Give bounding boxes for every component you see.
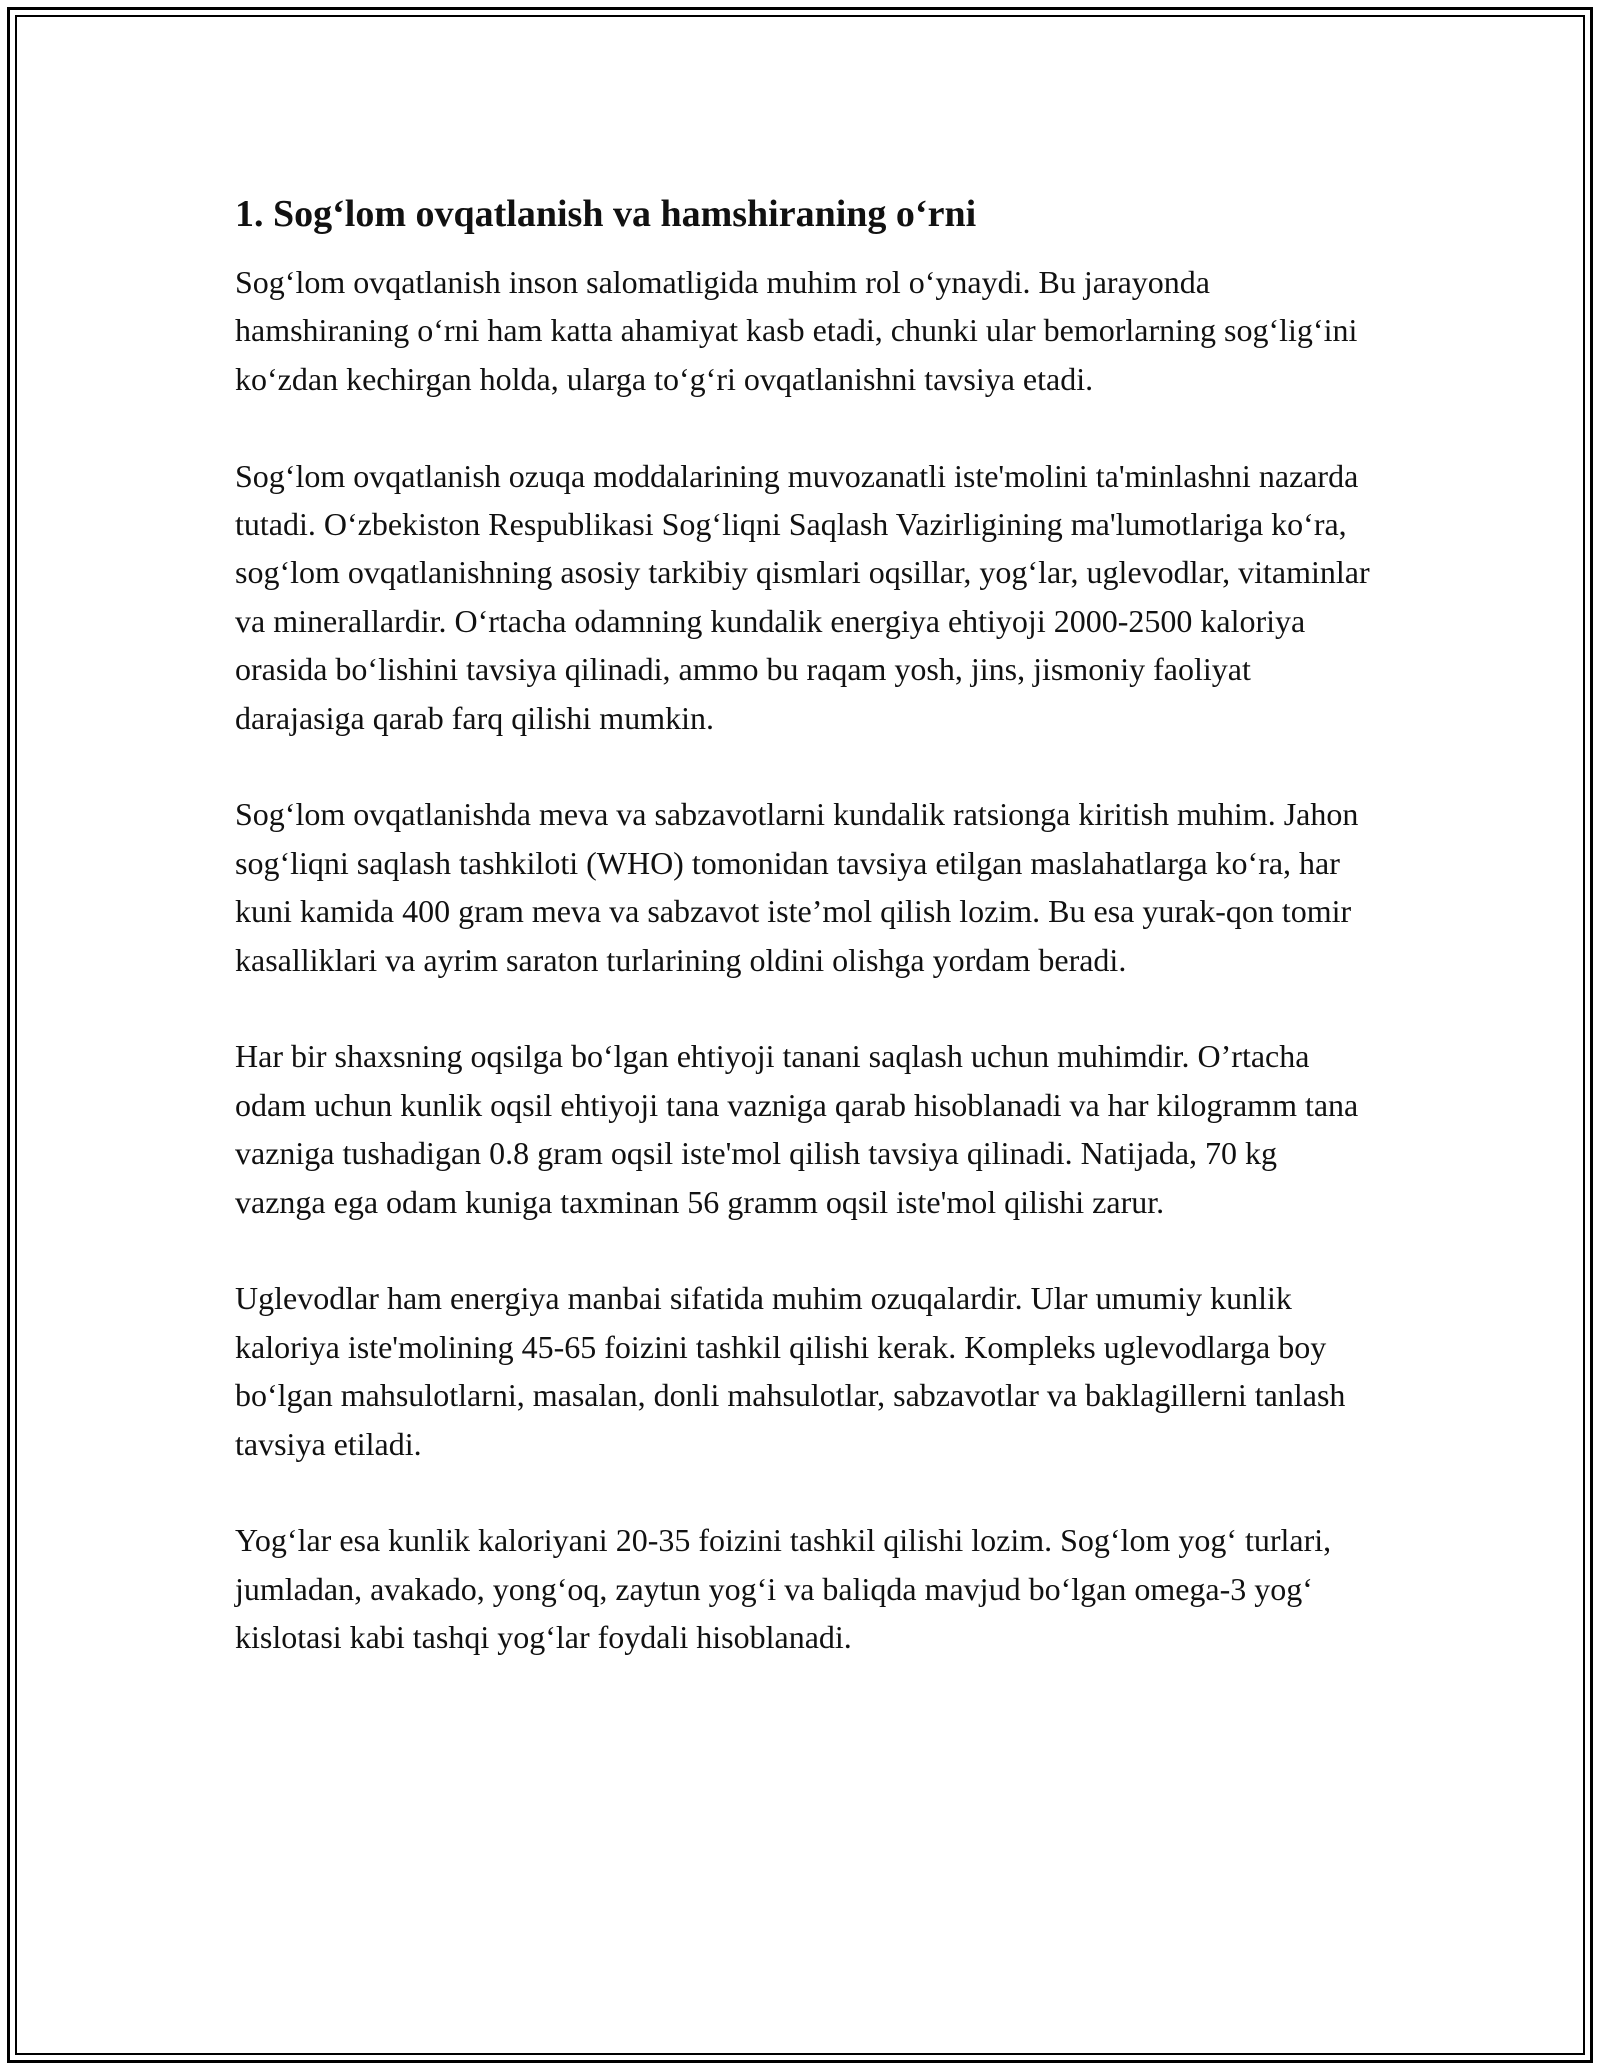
paragraph-carbohydrates: Uglevodlar ham energiya manbai sifatida muhim ozuqalardir. Ular umumiy kunlik kaloriya iste'molining 45-65 foizini tashkil qilishi kerak. Kompleks uglevodlarga boy bo‘lgan mahsulotlarni, masalan, donli mahsulotlar, sabzavotlar va baklagillerni tanlash tavsiya etiladi.	[235, 1280, 1346, 1462]
paragraph-fats: Yog‘lar esa kunlik kaloriyani 20-35 foizini tashkil qilishi lozim. Sog‘lom yog‘ turlari, jumladan, avakado, yong‘oq, zaytun yog‘i va baliqda mavjud bo‘lgan omega-3 yog‘ kislotasi kabi tashqi yog‘lar foydali hisoblanadi.	[235, 1522, 1332, 1656]
paragraph-intro: Sog‘lom ovqatlanish inson salomatligida muhim rol o‘ynaydi. Bu jarayonda hamshiraning o‘rni ham katta ahamiyat kasb etadi, chunki ular bemorlarning sog‘lig‘ini ko‘zdan kechirgan holda, ularga to‘g‘ri ovqatlanishni tavsiya etadi.	[235, 264, 1358, 397]
section-heading: 1. Sog‘lom ovqatlanish va hamshiraning o‘rni	[235, 193, 977, 235]
paragraph-fruits-vegetables: Sog‘lom ovqatlanishda meva va sabzavotlarni kundalik ratsionga kiritish muhim. Jahon sog‘liqni saqlash tashkiloti (WHO) tomonidan tavsiya etilgan maslahatlarga ko‘ra, har kuni kamida 400 gram meva va sabzavot iste’mol qilish lozim. Bu esa yurak-qon tomir kasalliklari va ayrim saraton turlarining oldini olishga yordam beradi.	[235, 796, 1359, 978]
document-body	[235, 186, 1375, 1710]
paragraph-nutrients: Sog‘lom ovqatlanish ozuqa moddalarining muvozanatli iste'molini ta'minlashni nazarda tutadi. O‘zbekiston Respublikasi Sog‘liqni Saqlash Vazirligining ma'lumotlariga ko‘ra, sog‘lom ovqatlanishning asosiy tarkibiy qismlari oqsillar, yog‘lar, uglevodlar, vitaminlar va minerallardir. O‘rtacha odamning kundalik energiya ehtiyoji 2000-2500 kaloriya orasida bo‘lishini tavsiya qilinadi, ammo bu raqam yosh, jins, jismoniy faoliyat darajasiga qarab farq qilishi mumkin.	[235, 457, 1370, 736]
paragraph-protein: Har bir shaxsning oqsilga bo‘lgan ehtiyoji tanani saqlash uchun muhimdir. O’rtacha odam uchun kunlik oqsil ehtiyoji tana vazniga qarab hisoblanadi va har kilogramm tana vazniga tushadigan 0.8 gram oqsil iste'mol qilish tavsiya qilinadi. Natijada, 70 kg vaznga ega odam kuniga taxminan 56 gramm oqsil iste'mol qilishi zarur.	[235, 1038, 1359, 1220]
